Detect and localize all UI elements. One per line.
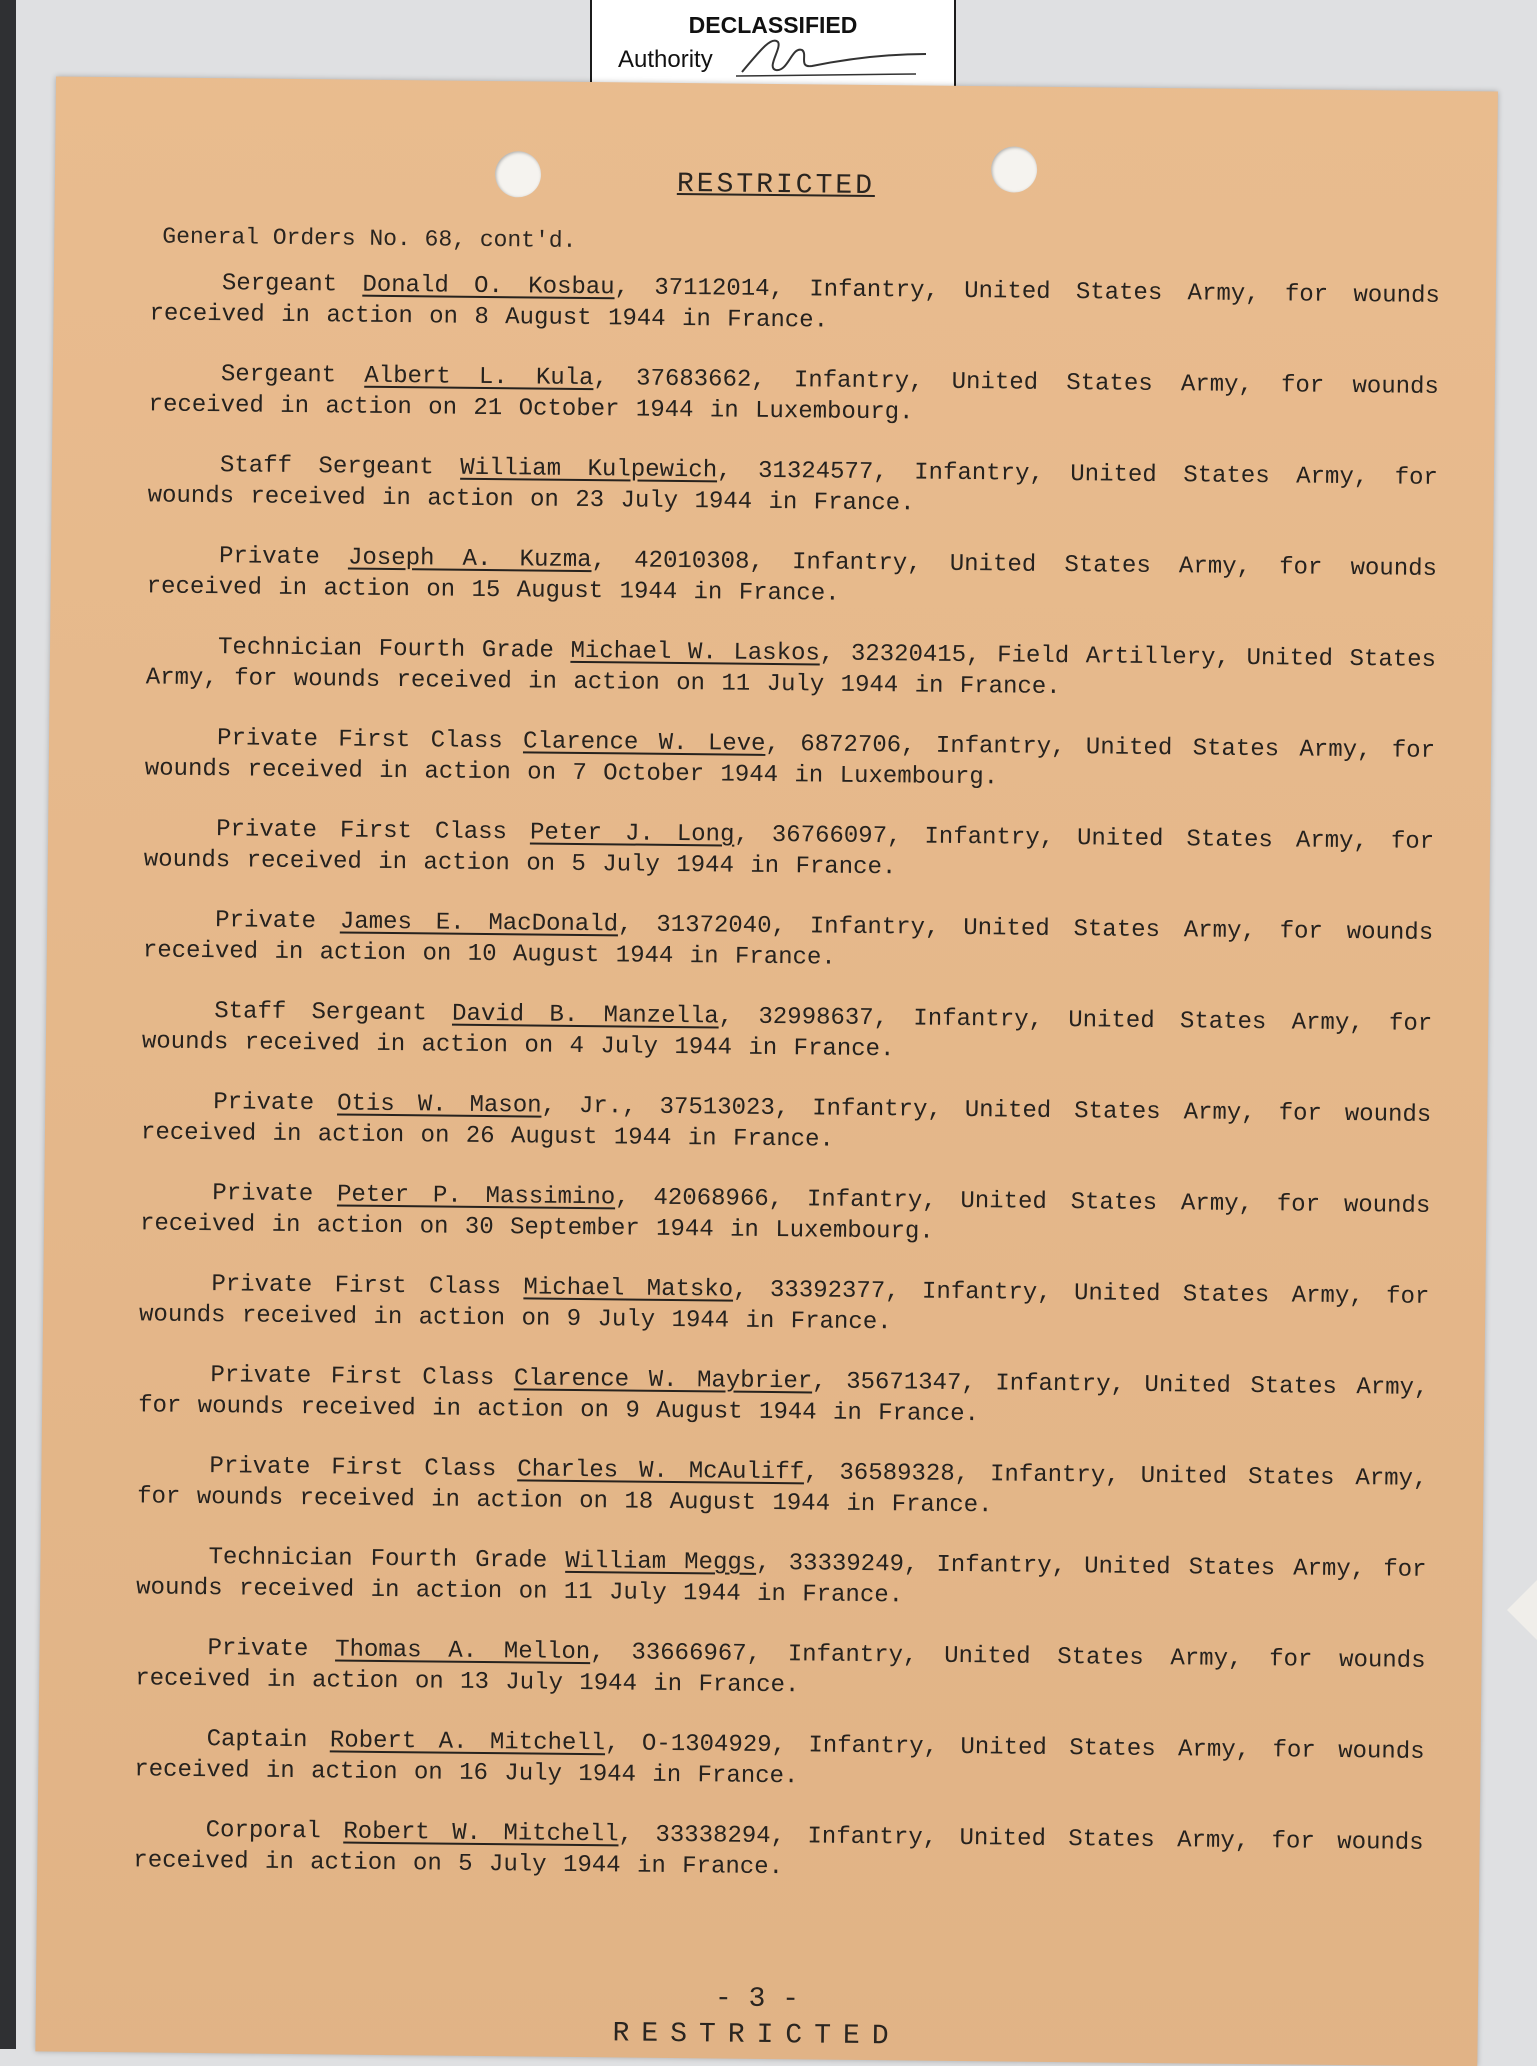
citation-rank: Sergeant bbox=[221, 270, 338, 299]
citation-details: , 31372040, Infantry, United States Army, for wounds received in action on 10 August 1944 in France. bbox=[142, 911, 1434, 972]
citation-rank: Private bbox=[212, 1180, 314, 1209]
citation-rank: Technician Fourth Grade bbox=[208, 1544, 548, 1575]
citation-entry bbox=[148, 358, 1439, 434]
citation-entry bbox=[133, 1814, 1424, 1890]
scanner-edge bbox=[0, 0, 16, 2049]
citation-details: , 32320415, Field Artillery, United States Army, for wounds received in action on 11 July 1944 in France. bbox=[145, 640, 1437, 702]
citation-rank: Staff Sergeant bbox=[214, 998, 427, 1028]
classification-header: RESTRICTED bbox=[676, 168, 876, 203]
citation-details: , 33666967, Infantry, United States Army, for wounds received in action on 13 July 1944 in France. bbox=[135, 1639, 1426, 1700]
citation-details: , 36589328, Infantry, United States Army, for wounds received in action on 18 August 1944 in France. bbox=[137, 1459, 1428, 1520]
stamp-authority-label: Authority bbox=[618, 46, 713, 73]
citation-rank: Private bbox=[207, 1635, 309, 1664]
citation-rank: Private First Class bbox=[210, 1362, 495, 1393]
citation-name: Robert W. Mitchell bbox=[343, 1818, 619, 1849]
citation-entry bbox=[142, 995, 1433, 1071]
citation-name: Otis W. Mason bbox=[336, 1090, 542, 1120]
signature-icon bbox=[732, 28, 932, 88]
citation-list bbox=[133, 267, 1440, 1918]
citation-details: , 32998637, Infantry, United States Army, for wounds received in action on 4 July 1944 in France. bbox=[141, 1003, 1433, 1064]
citation-name: Peter P. Massimino bbox=[336, 1181, 616, 1212]
citation-details: , 6872706, Infantry, United States Army, for wounds received in action on 7 October 1944 in Luxembourg. bbox=[144, 730, 1436, 792]
stamp-title: DECLASSIFIED bbox=[688, 12, 858, 38]
citation-name: Albert L. Kula bbox=[364, 362, 594, 393]
citation-name: Joseph A. Kuzma bbox=[347, 544, 592, 575]
citation-entry bbox=[140, 1177, 1431, 1253]
citation-name: William Kulpewich bbox=[460, 454, 718, 485]
citation-name: William Meggs bbox=[565, 1547, 757, 1577]
citation-details: , 35671347, Infantry, United States Army, for wounds received in action on 9 August 1944 in France. bbox=[137, 1368, 1429, 1429]
citation-entry bbox=[136, 1541, 1427, 1617]
declassified-stamp bbox=[590, 0, 956, 92]
citation-entry bbox=[149, 267, 1440, 343]
citation-name: Michael Matsko bbox=[523, 1274, 734, 1304]
citation-rank: Staff Sergeant bbox=[219, 452, 434, 482]
citation-rank: Private First Class bbox=[216, 725, 503, 756]
citation-details: , 37683662, Infantry, United States Army, for wounds received in action on 21 October 1944 in Luxembourg. bbox=[148, 365, 1439, 427]
citation-name: Peter J. Long bbox=[529, 819, 735, 849]
citation-rank: Sergeant bbox=[220, 361, 337, 390]
citation-name: Michael W. Laskos bbox=[570, 637, 820, 668]
citation-entry bbox=[147, 449, 1438, 525]
document-page bbox=[35, 76, 1498, 2066]
citation-details: , 42010308, Infantry, United States Army, for wounds received in action on 15 August 1944 in France. bbox=[146, 547, 1438, 608]
citation-entry bbox=[135, 1632, 1426, 1708]
citation-entry bbox=[144, 813, 1435, 889]
citation-rank: Technician Fourth Grade bbox=[217, 634, 554, 665]
citation-details: , 37112014, Infantry, United States Army, for wounds received in action on 8 August 1944 in France. bbox=[149, 274, 1440, 335]
citation-details: , 36766097, Infantry, United States Army, for wounds received in action on 5 July 1944 in France. bbox=[143, 821, 1435, 882]
page-number: - 3 - bbox=[714, 1983, 800, 2016]
citation-name: David B. Manzella bbox=[451, 1000, 719, 1031]
citation-details: , O-1304929, Infantry, United States Army, for wounds received in action on 16 July 1944 in France. bbox=[134, 1730, 1425, 1791]
citation-details: , 42068966, Infantry, United States Army, for wounds received in action on 30 September 1944 in Luxembourg. bbox=[139, 1184, 1431, 1246]
citation-entry bbox=[134, 1723, 1425, 1799]
citation-name: Robert A. Mitchell bbox=[329, 1727, 606, 1758]
citation-details: , Jr., 37513023, Infantry, United States Army, for wounds received in action on 26 August 1944 in France. bbox=[140, 1092, 1432, 1154]
citation-details: , 33339249, Infantry, United States Army, for wounds received in action on 11 July 1944 in France. bbox=[136, 1549, 1427, 1610]
citation-entry bbox=[146, 631, 1437, 707]
citation-entry bbox=[143, 904, 1434, 980]
citation-rank: Corporal bbox=[205, 1817, 322, 1846]
citation-rank: Private bbox=[213, 1089, 315, 1118]
torn-edge bbox=[1507, 1580, 1537, 1640]
citation-entry bbox=[139, 1268, 1430, 1344]
citation-name: Clarence W. Leve bbox=[522, 728, 766, 758]
citation-entry bbox=[137, 1450, 1428, 1526]
citation-rank: Private bbox=[218, 543, 320, 572]
citation-rank: Captain bbox=[206, 1726, 308, 1755]
citation-details: , 31324577, Infantry, United States Army, for wounds received in action on 23 July 1944 in France. bbox=[147, 457, 1439, 518]
citation-entry bbox=[141, 1086, 1432, 1162]
citation-details: , 33338294, Infantry, United States Army, for wounds received in action on 5 July 1944 in France. bbox=[133, 1821, 1424, 1882]
citation-entry bbox=[138, 1359, 1429, 1435]
citation-name: Clarence W. Maybrier bbox=[513, 1365, 813, 1396]
classification-footer: RESTRICTED bbox=[612, 2018, 901, 2053]
citation-rank: Private First Class bbox=[209, 1453, 497, 1484]
citation-entry bbox=[145, 722, 1436, 798]
citation-rank: Private First Class bbox=[216, 816, 508, 847]
citation-name: Thomas A. Mellon bbox=[335, 1636, 591, 1667]
citation-rank: Private First Class bbox=[211, 1271, 502, 1302]
citation-name: Charles W. McAuliff bbox=[517, 1456, 805, 1487]
citation-rank: Private bbox=[215, 907, 317, 936]
orders-heading: General Orders No. 68, cont'd. bbox=[162, 223, 577, 254]
citation-name: Donald O. Kosbau bbox=[362, 271, 615, 302]
citation-name: James E. MacDonald bbox=[339, 908, 619, 939]
citation-entry bbox=[147, 540, 1438, 616]
citation-details: , 33392377, Infantry, United States Army, for wounds received in action on 9 July 1944 in France. bbox=[138, 1276, 1430, 1337]
